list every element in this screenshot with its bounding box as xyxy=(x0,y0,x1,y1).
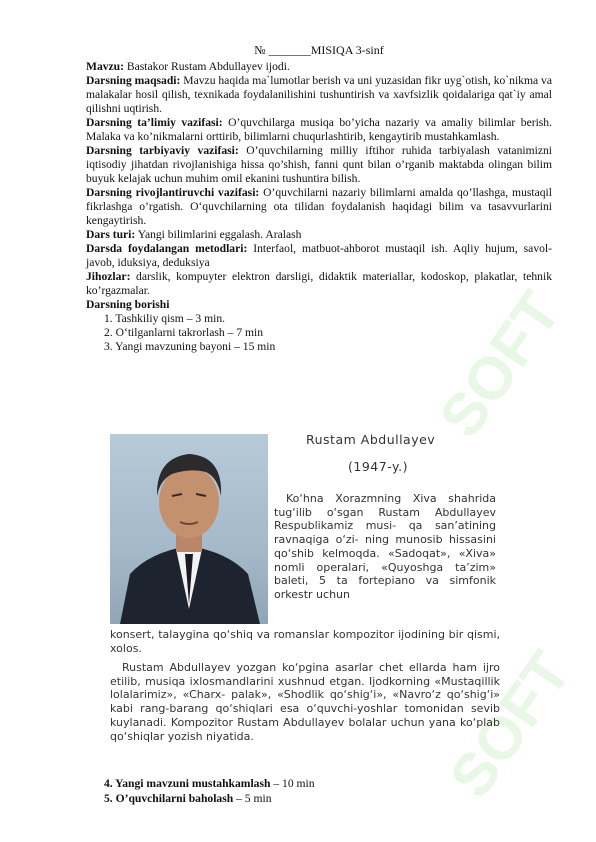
upbringing-task-label: Darsning tarbiyaviy vazifasi: xyxy=(86,144,239,157)
methods-label: Darsda foydalangan metodlari: xyxy=(86,242,248,255)
developmental-task-text: O’quvchilarni nazariy bilimlarni amalda qo’llashga, mustaqil fikrlashga o’rgatish. O‘quvchilarning ota tilidan foydalanish haqidagi bilim va tasavvurlarini kengaytirish. xyxy=(86,186,552,227)
step-consolidation-label: 4. Yangi mavzuni mustahkamlash xyxy=(104,777,271,790)
scan-bio-paragraph: Rustam Abdullayev yozgan ko‘pgina asarlar chet ellarda ham ijro etilib, musiqa ixlosmandlarini xushnud etgan. Ijodkorning «Mustaqillik lolalarimiz», «Charx- palak», «Shodlik qo‘shig‘i», «Navro‘z qo‘shig‘i» kabi rang-barang qo‘shiqlari esa o‘quvchi-yoshlar tomonidan sevib kuylanadi. Kompozitor Rustam Abdullayev bolalar uchun yana ko‘plab qo‘shiqlar yozish niyatida. xyxy=(110,661,500,743)
step-assessment-duration: – 5 min xyxy=(233,792,272,805)
step-consolidation xyxy=(104,776,315,791)
lesson-type-label: Dars turi: xyxy=(86,228,136,241)
watermark-top: SOFT xyxy=(426,279,574,450)
document-body xyxy=(86,43,552,354)
educational-task-label: Darsning ta’limiy vazifasi: xyxy=(86,116,223,129)
list-item: 3. Yangi mavzuning bayoni – 15 min xyxy=(104,340,276,353)
step-consolidation-duration: – 10 min xyxy=(270,777,315,790)
list-item: 1. Tashkiliy qism – 3 min. xyxy=(104,312,226,325)
step-assessment xyxy=(104,791,315,806)
scan-bio-continuation: konsert, talaygina qo‘shiq va romanslar kompozitor ijodining bir qismi, xolos. xyxy=(110,628,500,655)
equipment-label: Jihozlar: xyxy=(86,270,131,283)
goal-label: Darsning maqsadi: xyxy=(86,74,181,87)
scan-title: Rustam Abdullayev xyxy=(306,432,436,447)
methods-text: Interfaol, matbuot-ahborot mustaqil ish. Aqliy hujum, savol-javob, iduksiya, deduksiya xyxy=(86,242,552,269)
topic-paragraph xyxy=(86,60,552,74)
lesson-type-text: Yangi bilimlarini eggalash. Aralash xyxy=(135,228,302,241)
lesson-steps-list xyxy=(104,312,552,354)
list-item: 2. O‘tilganlarni takrorlash – 7 min xyxy=(104,326,264,339)
educational-task-paragraph xyxy=(86,116,552,144)
topic-label: Mavzu: xyxy=(86,60,124,73)
goal-text: Mavzu haqida ma`lumotlar berish va uni yuzasidan fikr uyg`otish, ko`nikma va malakalar hosil qilish, texnikada foydalanilishini tushuntirish va xavfsizlik qoidalariga qat`iy amal qilishni uqtirish. xyxy=(86,74,552,115)
composer-portrait xyxy=(110,434,268,624)
lesson-flow-label: Darsning borishi xyxy=(86,298,170,311)
topic-text: Bastakor Rustam Abdullayev ijodi. xyxy=(124,60,290,73)
scan-bio-side: Ko‘hna Xorazmning Xiva shahrida tug‘ilib o‘sgan Rustam Abdullayev Respublikamiz musi- qa san’atining ravnaqiga o‘zi- ning munosib hissasini qo‘shib kelmoqda. «Sadoqat», «Xiva» nomli operalari, «Quyoshga ta’zim» baleti, 5 ta fortepiano va simfonik orkestr uchun xyxy=(274,492,496,601)
step-assessment-label: 5. O’quvchilarni baholash xyxy=(104,792,234,805)
equipment-paragraph xyxy=(86,270,552,298)
scan-years: (1947-y.) xyxy=(348,459,408,474)
upbringing-task-text: O’quvchilarning milliy iftihor ruhida tarbiyalash vatanimizni iqtisodiy jihatdan rivojlanishiga hissa qo’shish, fanni qunt bilan o’rganib maktabda olingan bilim buyuk kelajak uchun muhim omil ekanini tushuntira bilish. xyxy=(86,144,552,185)
closing-steps xyxy=(104,776,315,806)
lesson-flow-heading xyxy=(86,298,552,312)
developmental-task-paragraph xyxy=(86,186,552,228)
upbringing-task-paragraph xyxy=(86,144,552,186)
educational-task-text: O’quvchilarga musiqa bo’yicha nazariy va amaliy bilimlar berish. Malaka va ko’nikmalarni orttirib, bilimlarni chuqurlashtirib, kengaytirib mustahkamlash. xyxy=(86,116,553,143)
watermark-bottom: SOFT xyxy=(436,639,584,810)
equipment-text: darslik, kompuyter elektron darsligi, didaktik materiallar, kodoskop, plakatlar, tehnik ko’rgazmalar. xyxy=(86,270,552,297)
document-header: № _______MISIQA 3-sinf xyxy=(254,43,384,57)
lesson-type-paragraph xyxy=(86,228,552,242)
methods-paragraph xyxy=(86,242,552,270)
textbook-scan xyxy=(110,432,500,770)
developmental-task-label: Darsning rivojlantiruvchi vazifasi: xyxy=(86,186,260,199)
goal-paragraph xyxy=(86,74,552,116)
portrait-illustration xyxy=(110,434,268,624)
